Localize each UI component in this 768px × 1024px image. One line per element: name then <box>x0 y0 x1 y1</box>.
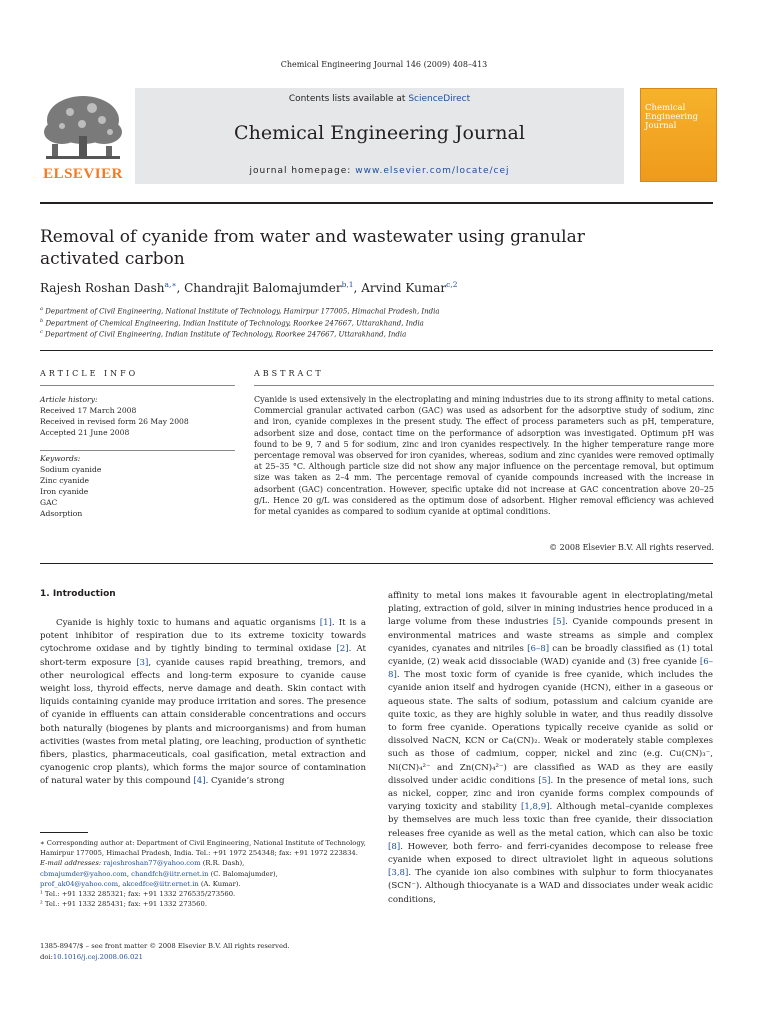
keywords-block <box>40 453 240 519</box>
citation-link[interactable]: [3] <box>136 657 149 668</box>
body-text: . The most toxic form of cyanide is free cyanide, which includes the cyanide anion itself and hydrogen cyanide (HCN), either in a gaseous or aqueous state. The salts of sodium, potassium and calcium cyanide are quite toxic, as they are highly soluble in water, and thus readily dissolve to form free cyanide. Operations typically receive cyanide as solid or dissolved NaCN, KCN or Ca(CN)₂. Weak or moderately stable complexes such as those of cadmium, copper, nickel and zinc (e.g. Cu(CN)₃⁻, Ni(CN)₄²⁻ and Zn(CN)₄²⁻) are classified as WAD as they are easily dissolved under acidic conditions <box>388 670 713 786</box>
article-title: Removal of cyanide from water and wastewater using granular activated carbon <box>40 227 585 269</box>
affiliation-mark: c <box>40 329 43 335</box>
affiliation-mark: a <box>40 306 43 312</box>
intro-column-left <box>40 617 366 789</box>
body-text: . However, both ferro- and ferri-cyanides decompose to release free cyanide when exposed to direct ultraviolet light in aqueous solutions <box>388 841 713 866</box>
received-date: Received 17 March 2008 <box>40 406 137 415</box>
contents-prefix: Contents lists available at <box>288 94 409 104</box>
citation-link[interactable]: [8] <box>388 841 401 852</box>
keyword: Iron cyanide <box>40 487 89 496</box>
keywords-label: Keywords: <box>40 454 81 463</box>
keyword: Sodium cyanide <box>40 465 102 474</box>
keyword: GAC <box>40 498 58 507</box>
author-list <box>40 280 720 295</box>
affiliation <box>40 306 720 315</box>
body-text: . The cyanide ion also combines with sulphur to form thiocyanates (SCN⁻). Although thiocyanate is a WAD and dissociates under weak acidic conditions, <box>388 868 713 905</box>
email-link[interactable]: prof_ak04@yahoo.com <box>40 879 119 888</box>
keyword: Adsorption <box>40 509 83 518</box>
article-info-heading: ARTICLE INFO <box>40 369 139 378</box>
author-name: Arvind Kumar <box>361 281 447 295</box>
header-divider <box>40 202 713 204</box>
abstract-text: Cyanide is used extensively in the electroplating and mining industries due to its strong affinity to metal cations. Commercial granular activated carbon (GAC) was used as adsorbent for the adsorptive study of sodium, zinc and iron, cyanide complexes in the present study. The effect of process parameters such as pH, temperature, adsorbent size and dose, contact time on the performance of adsorption was investigated. Optimum pH was found to be 9, 7 and 5 for sodium, zinc and iron cyanides respectively. In the higher temperature range more percentage removal was observed for iron cyanides, whereas, sodium and zinc cyanides were removed optimally at 25–35 °C. Although particle size did not show any major influence on the percentage removal, but optimum size was taken as 2–4 mm. The percentage removal of cyanide compounds increased with the increase in adsorbent (GAC) concentration. However, specific uptake did not increase at GAC concentration above 20–25 g/L. Hence 20 g/L was considered as the optimum dose of adsorbent. Higher removal efficiency was achieved for metal cyanides as compared to sodium cyanide at optimal conditions. <box>254 395 714 517</box>
citation-link[interactable]: [5] <box>538 775 551 786</box>
author-separator: , <box>176 281 185 295</box>
abstract-bottom-rule <box>40 563 713 564</box>
citation-link[interactable]: [5] <box>552 617 566 628</box>
article-info-rule <box>40 385 235 386</box>
affiliation-mark: b <box>40 318 44 324</box>
author-affiliation-mark[interactable]: a,∗ <box>164 280 177 289</box>
sciencedirect-link[interactable]: ScienceDirect <box>408 94 471 104</box>
elsevier-wordmark: ELSEVIER <box>43 166 123 182</box>
footnotes <box>40 838 368 909</box>
citation-link[interactable]: [1,8,9] <box>520 802 550 813</box>
citation-link[interactable]: [3,8] <box>388 868 409 879</box>
email-label: E-mail addresses: <box>40 859 104 868</box>
body-text: can be broadly classified as (1) total cyanide, (2) weak acid dissociable (WAD) cyanide and (3) free cyanide <box>388 643 713 668</box>
homepage-prefix: journal homepage: <box>249 166 356 176</box>
accepted-date: Accepted 21 June 2008 <box>40 428 130 437</box>
body-text: . Cyanide’s strong <box>205 776 285 787</box>
email-owner: (A. Kumar). <box>198 879 241 888</box>
email-link[interactable]: cbmajumder@yahoo.com <box>40 869 127 878</box>
revised-date: Received in revised form 26 May 2008 <box>40 417 189 426</box>
citation-link[interactable]: [2] <box>336 644 349 655</box>
doi-label: doi: <box>40 952 53 961</box>
contents-line <box>135 94 624 104</box>
citation-link[interactable]: [1] <box>319 618 332 628</box>
affiliation-text: Department of Civil Engineering, National Institute of Technology, Hamirpur 177005, Himachal Pradesh, India <box>45 307 440 316</box>
affiliation <box>40 318 720 327</box>
author-name: Chandrajit Balomajumder <box>184 281 342 295</box>
telephone-note-1: ¹ Tel.: +91 1332 285321; fax: +91 1332 276535/273560. <box>40 890 236 899</box>
email-link[interactable]: chandfch@iitr.ernet.in <box>131 869 209 878</box>
affiliation-text: Department of Civil Engineering, Indian Institute of Technology, Roorkee 247667, Uttarakhand, India <box>45 330 407 339</box>
issn-doi-block <box>40 941 368 962</box>
section-heading-introduction: 1. Introduction <box>40 589 116 599</box>
author-affiliation-mark[interactable]: c,2 <box>446 280 458 289</box>
journal-homepage <box>135 166 624 176</box>
email-addresses: E-mail addresses: rajeshroshan77@yahoo.com (R.R. Dash), cbmajumder@yahoo.com, chandfch@iitr.ernet.in (C. Balomajumder), prof_ak04@yahoo.com, akcedfce@iitr.ernet.in (A. Kumar). <box>40 859 278 888</box>
homepage-link[interactable]: www.elsevier.com/locate/cej <box>355 166 510 176</box>
keyword: Zinc cyanide <box>40 476 90 485</box>
body-text: affinity to metal ions makes it favourable agent in electroplating/metal plating, extraction of gold, silver in mining industries hence produced in a large volume from these industries <box>388 591 713 628</box>
email-link[interactable]: rajeshroshan77@yahoo.com <box>103 859 201 868</box>
citation-link[interactable]: [6–8] <box>388 657 713 681</box>
issn-line: 1385-8947/$ – see front matter © 2008 Elsevier B.V. All rights reserved. <box>40 942 290 950</box>
body-text: , cyanide causes rapid breathing, tremors, and other neurological effects and long-term exposure to cyanide cause weight loss, thyroid effects, nerve damage and death. Skin contact with liquids containing cyanide may produce irritation and sores. The presence of cyanide in effluents can attain considerable concentrations and occurs both naturally (biogenes by plants and microorganisms) and from human activities (wastes from metal plating, ore leaching, production of synthetic fibers, plastics, pharmaceuticals, coal gasification, metal extraction and cyanogenic crop plants), which forms the major source of contamination of natural water by this compound <box>40 657 366 787</box>
author-affiliation-mark[interactable]: b,1 <box>341 280 354 289</box>
body-text: . It is a potent inhibitor of respiration due to its extreme toxicity towards cytochrome oxidase and by tightly binding to terminal oxidase <box>40 618 366 655</box>
doi-link[interactable]: 10.1016/j.cej.2008.06.021 <box>52 952 143 961</box>
body-text: . In the presence of metal ions, such as nickel, copper, zinc and iron cyanide forms complex compounds of varying toxicity and stability <box>388 775 714 813</box>
intro-column-right <box>388 590 713 907</box>
email-owner: (C. Balomajumder), <box>208 869 278 878</box>
citation-link[interactable]: [4] <box>193 776 206 787</box>
body-text: Cyanide is highly toxic to humans and aquatic organisms <box>56 618 320 628</box>
citation-link[interactable]: [6–8] <box>527 643 550 654</box>
affiliation <box>40 329 720 338</box>
author-separator: , <box>353 281 362 295</box>
corresponding-author-note: ∗ Corresponding author at: Department of Civil Engineering, National Institute of Technology, Hamirpur 177005, Himachal Pradesh, India. Tel.: +91 1972 254348; fax: +91 1972 223834. <box>40 839 366 858</box>
affiliation-text: Department of Chemical Engineering, Indian Institute of Technology, Roorkee 247667, Uttarakhand, India <box>45 319 424 328</box>
journal-reference: Chemical Engineering Journal 146 (2009) 408–413 <box>280 60 488 69</box>
telephone-note-2: ² Tel.: +91 1332 285431; fax: +91 1332 273560. <box>40 900 207 909</box>
email-link[interactable]: akcedfce@iitr.ernet.in <box>122 879 199 888</box>
abstract-copyright: © 2008 Elsevier B.V. All rights reserved. <box>549 543 714 552</box>
abstract-rule <box>254 385 714 386</box>
title-divider <box>40 350 713 351</box>
author-name: Rajesh Roshan Dash <box>40 281 165 295</box>
body-text: . At short-term exposure <box>40 644 366 668</box>
article-history <box>40 394 240 438</box>
doi-line <box>40 952 368 963</box>
journal-title: Chemical Engineering Journal <box>234 122 525 144</box>
history-label: Article history: <box>40 395 98 404</box>
footnote-rule <box>40 832 88 833</box>
keywords-rule <box>40 450 235 451</box>
cover-title: Chemical Engineering Journal <box>645 103 699 131</box>
body-text: . Cyanide compounds present in environmental matrices and waste streams as simple and complex cyanides, cyanates and nitriles <box>388 617 713 654</box>
body-text: . Although metal–cyanide complexes by themselves are much less toxic than free cyanide, their dissociation releases free cyanide as well as the metal cation, which can also be toxic <box>388 802 714 839</box>
abstract-heading: ABSTRACT <box>254 369 324 378</box>
email-owner: (R.R. Dash), <box>200 859 245 868</box>
